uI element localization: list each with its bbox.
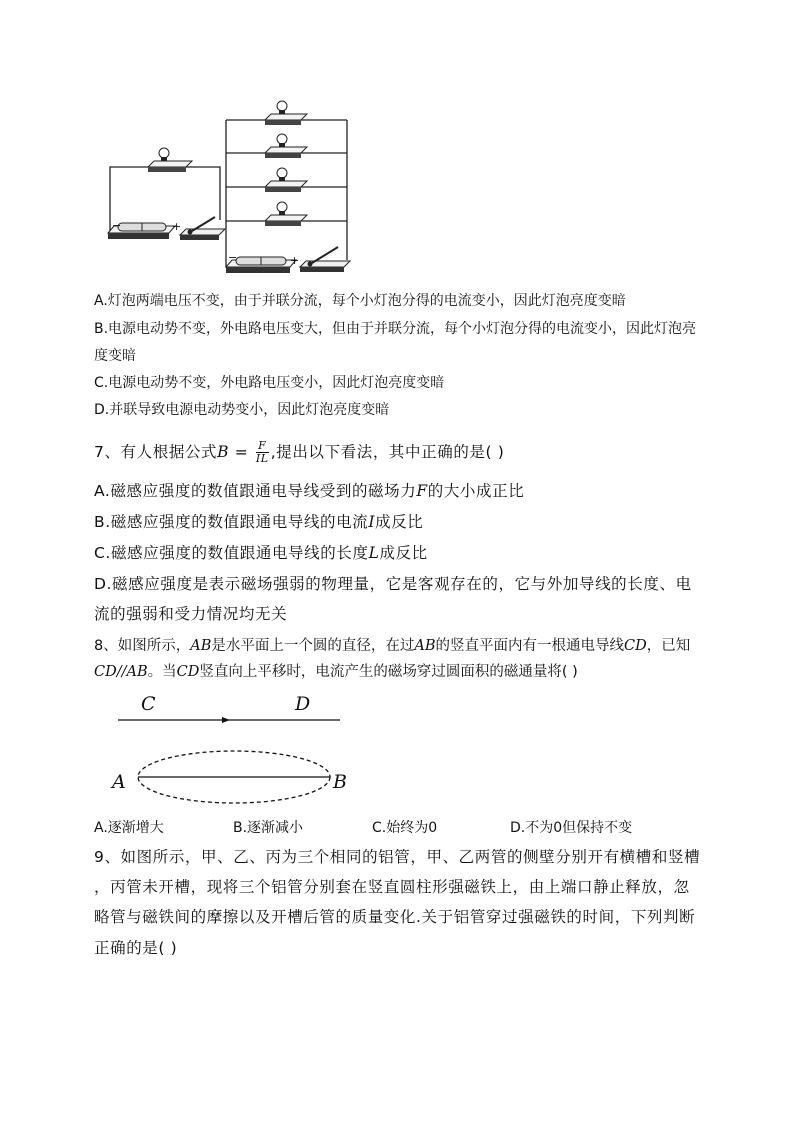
battery-minus-left: − — [112, 219, 122, 232]
lamp-right-4 — [265, 202, 307, 226]
label-c: C — [141, 693, 156, 715]
lamp-left — [148, 148, 192, 172]
q8-option-c: C.始终为0 — [372, 820, 438, 836]
q8-stem-line2: CD//AB。当CD竖直向上平移时，电流产生的磁场穿过圆面积的磁通量将( ) — [94, 664, 578, 680]
battery-plus-left: + — [172, 220, 182, 233]
q7-stem — [94, 440, 504, 465]
formula-fraction — [256, 440, 269, 465]
q6-option-d: D.并联导致电源电动势变小，因此灯泡亮度变暗 — [94, 402, 390, 418]
formula-b: B — [217, 443, 230, 461]
label-a: A — [112, 771, 126, 793]
q8-option-a: A.逐渐增大 — [94, 820, 164, 836]
lamp-right-1 — [265, 101, 307, 125]
battery-plus-right: + — [290, 254, 300, 267]
label-b: B — [333, 771, 347, 793]
formula-denominator: IL — [255, 452, 269, 465]
q6-option-c: C.电源电动势不变，外电路电压变小，因此灯泡亮度变暗 — [94, 375, 445, 391]
battery-minus-right: − — [228, 251, 238, 264]
q7-option-a: A.磁感应强度的数值跟通电导线受到的磁场力F的大小成正比 — [94, 482, 525, 500]
q9-stem-line3: 略管与磁铁间的摩擦以及开槽后管的质量变化.关于铝管穿过强磁铁的时间，下列判断 — [94, 908, 696, 926]
label-d: D — [295, 693, 311, 715]
circuit-diagram — [100, 95, 360, 280]
wire-circle-diagram — [100, 690, 360, 805]
q7-stem-end: ,提出以下看法，其中正确的是( ) — [270, 443, 505, 461]
q7-stem-text: 7、有人根据公式 — [94, 443, 218, 461]
q7-option-c: C.磁感应强度的数值跟通电导线的长度L成反比 — [94, 544, 428, 562]
q6-option-b: B.电源电动势不变，外电路电压变大，但由于并联分流，每个小灯泡分得的电流变小，因此灯泡亮 — [94, 321, 697, 337]
q6-option-b-cont: 度变暗 — [94, 348, 136, 364]
q8-option-d: D.不为0但保持不变 — [510, 820, 633, 836]
q7-option-b: B.磁感应强度的数值跟通电导线的电流I成反比 — [94, 513, 424, 531]
q6-option-a: A.灯泡两端电压不变，由于并联分流，每个小灯泡分得的电流变小，因此灯泡亮度变暗 — [94, 293, 626, 309]
switch-left — [180, 217, 225, 240]
formula-numerator: F — [256, 440, 269, 453]
q8-option-b: B.逐渐减小 — [233, 820, 304, 836]
q9-stem-line1: 9、如图所示，甲、乙、丙为三个相同的铝管，甲、乙两管的侧壁分别开有横槽和竖槽 — [94, 848, 701, 866]
lamp-right-3 — [265, 168, 307, 192]
lamp-right-2 — [265, 134, 307, 158]
q7-option-d: D.磁感应强度是表示磁场强弱的物理量，它是客观存在的，它与外加导线的长度、电 — [94, 575, 692, 593]
current-arrow — [222, 717, 230, 723]
q8-stem-line1: 8、如图所示，AB是水平面上一个圆的直径，在过AB的竖直平面内有一根通电导线CD，已知 — [94, 638, 691, 654]
q7-option-d-cont: 流的强弱和受力情况均无关 — [94, 605, 288, 623]
formula-equals: = — [229, 443, 254, 461]
q9-stem-line2: ，丙管未开槽，现将三个铝管分别套在竖直圆柱形强磁铁上，由上端口静止释放，忽 — [94, 878, 690, 896]
switch-right — [300, 247, 350, 272]
q9-stem-line4: 正确的是( ) — [94, 939, 178, 957]
